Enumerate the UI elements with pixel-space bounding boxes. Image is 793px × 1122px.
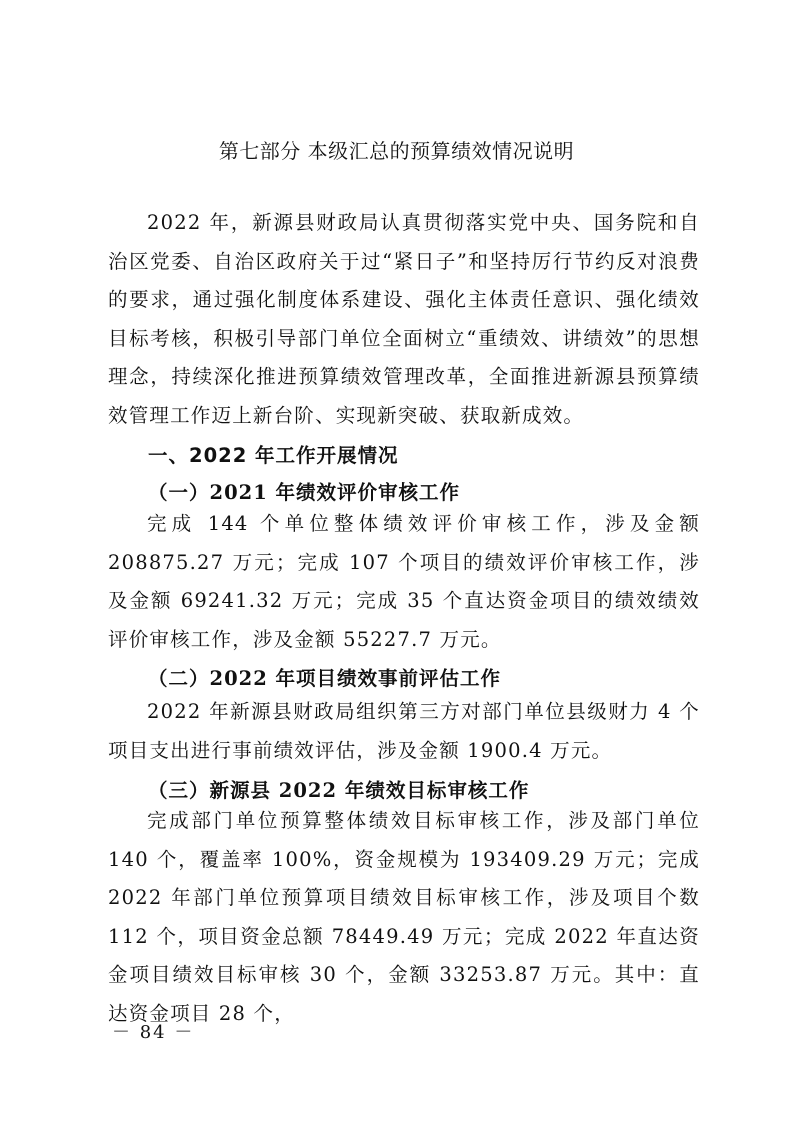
page-title: 第七部分 本级汇总的预算绩效情况说明 xyxy=(218,139,575,163)
section-heading-1: 一、2022 年工作开展情况 xyxy=(148,444,399,467)
subsection-2-paragraph: 2022 年新源县财政局组织第三方对部门单位县级财力 4 个项目支出进行事前绩效评估，涉及金额 1900.4 万元。 xyxy=(108,700,700,762)
subsection-heading-1: （一）2021 年绩效评价审核工作 xyxy=(148,481,461,504)
intro-paragraph: 2022 年，新源县财政局认真贯彻落实党中央、国务院和自治区党委、自治区政府关于过“紧日子”和坚持厉行节约反对浪费的要求，通过强化制度体系建设、强化主体责任意识、强化绩效目标考核，积极引导部门单位全面树立“重绩效、讲绩效”的思想理念，持续深化推进预算绩效管理改革，全面推进新源县预算绩效管理工作迈上新台阶、实现新突破、获取新成效。 xyxy=(108,211,700,427)
subsection-1-paragraph: 完成 144 个单位整体绩效评价审核工作，涉及金额 208875.27 万元；完成 107 个项目的绩效评价审核工作，涉及金额 69241.32 万元；完成 35 个直达资金项目的绩效绩效评价审核工作，涉及金额 55227.7 万元。 xyxy=(108,512,700,651)
subsection-3-paragraph: 完成部门单位预算整体绩效目标审核工作，涉及部门单位 140 个，覆盖率 100%，资金规模为 193409.29 万元；完成 2022 年部门单位预算项目绩效目标审核工作，涉及项目个数 112 个，项目资金总额 78449.49 万元；完成 2022 年直达资金项目绩效目标审核 30 个，金额 33253.87 万元。其中：直达资金项目 28 个， xyxy=(108,809,700,1025)
subsection-heading-2: （二）2022 年项目绩效事前评估工作 xyxy=(148,667,502,690)
page-number: － 84 － xyxy=(112,1022,195,1043)
subsection-heading-3: （三）新源县 2022 年绩效目标审核工作 xyxy=(148,779,530,802)
